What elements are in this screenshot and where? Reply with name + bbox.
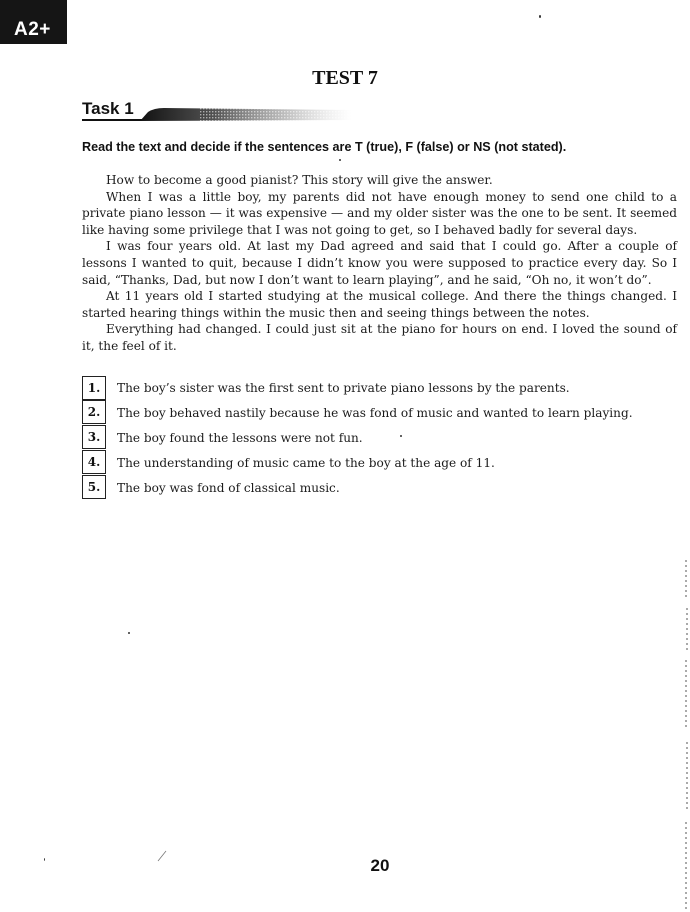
statement-item [82, 400, 672, 425]
statement-item [82, 425, 672, 450]
passage-paragraph: At 11 years old I started studying at the musical college. And there the things changed. I started hearing things within the music then and seeing things between the notes. [82, 289, 677, 320]
statement-list [82, 375, 672, 500]
task-instruction: Read the text and decide if the sentences are T (true), F (false) or NS (not stated). [82, 140, 567, 154]
statement-text: The boy behaved nastily because he was fond of music and wanted to learn playing. [117, 405, 633, 420]
scan-speck [400, 435, 402, 437]
level-label: A2+ [14, 19, 51, 40]
scan-speck [128, 632, 130, 634]
statement-number-box[interactable]: 4. [82, 450, 106, 474]
reading-passage [82, 172, 677, 355]
statement-number-box[interactable]: 5. [82, 475, 106, 499]
task-label: Task 1 [82, 99, 134, 118]
statement-text: The understanding of music came to the boy at the age of 11. [117, 455, 495, 470]
passage-paragraph: How to become a good pianist? This story will give the answer. [106, 173, 493, 187]
scan-stroke [157, 850, 167, 862]
statement-text: The boy’s sister was the first sent to private piano lessons by the parents. [117, 380, 570, 395]
scan-speck [339, 159, 341, 161]
statement-number-box[interactable]: 1. [82, 376, 106, 400]
statement-item [82, 475, 672, 500]
scan-speck [539, 15, 541, 18]
statement-item [82, 450, 672, 475]
statement-item [82, 375, 672, 400]
statement-number-box[interactable]: 3. [82, 425, 106, 449]
level-tab [0, 0, 67, 44]
test-title: TEST 7 [312, 67, 378, 89]
task-underline [82, 119, 142, 121]
statement-text: The boy was fond of classical music. [117, 480, 340, 495]
passage-paragraph: I was four years old. At last my Dad agreed and said that I could go. After a couple of lessons I wanted to quit, because I didn’t know you were supposed to practice every day. So I said, “Thanks, Dad, but now I don’t want to learn playing”, and he said, “Oh no, it won’t do”. [82, 239, 677, 287]
statement-number-box[interactable]: 2. [82, 400, 106, 424]
task-gradient-bar [140, 108, 352, 122]
scan-edge-marks [682, 560, 690, 912]
passage-paragraph: When I was a little boy, my parents did not have enough money to send one child to a private piano lesson — it was expensive — and my older sister was the one to be sent. It seemed like having some privilege that I was not going to get, so I behaved badly for several days. [82, 189, 677, 237]
scan-speck [44, 858, 45, 861]
statement-text: The boy found the lessons were not fun. [117, 430, 363, 445]
passage-paragraph: Everything had changed. I could just sit at the piano for hours on end. I loved the sound of it, the feel of it. [82, 322, 677, 353]
page-number: 20 [370, 856, 390, 875]
task-heading [82, 99, 382, 121]
